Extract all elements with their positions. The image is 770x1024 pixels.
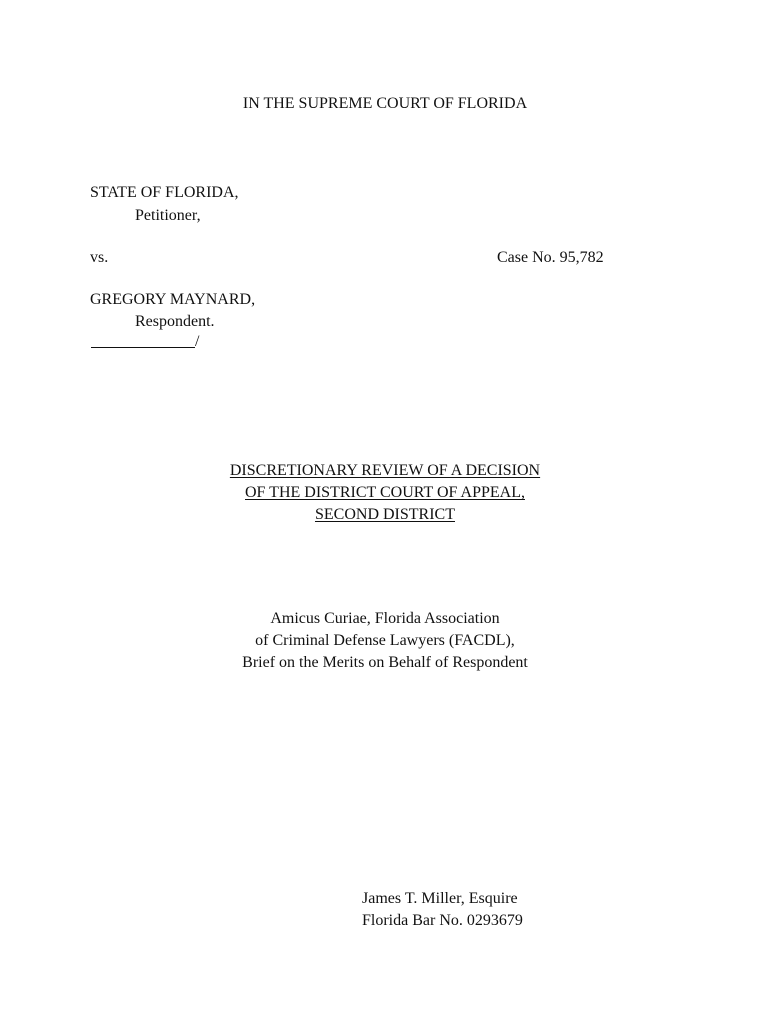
respondent-role: Respondent. xyxy=(135,313,215,330)
review-heading-line-2: OF THE DISTRICT COURT OF APPEAL, xyxy=(245,484,525,501)
versus-label: vs. xyxy=(90,249,109,266)
signature-rule xyxy=(91,331,195,348)
brief-description-line-1: Amicus Curiae, Florida Association xyxy=(270,610,500,627)
review-heading-line-3: SECOND DISTRICT xyxy=(314,506,455,523)
caption-slash: / xyxy=(195,333,200,350)
counsel-bar-number: Florida Bar No. 0293679 xyxy=(362,912,523,929)
counsel-name: James T. Miller, Esquire xyxy=(362,890,518,907)
brief-description-line-2: of Criminal Defense Lawyers (FACDL), xyxy=(255,632,515,649)
caption-closing-rule xyxy=(91,331,199,353)
petitioner-name: STATE OF FLORIDA, xyxy=(90,184,239,201)
review-heading-line-1: DISCRETIONARY REVIEW OF A DECISION xyxy=(229,462,541,479)
respondent-name: GREGORY MAYNARD, xyxy=(90,291,256,308)
petitioner-role: Petitioner, xyxy=(135,207,201,224)
court-title: IN THE SUPREME COURT OF FLORIDA xyxy=(242,95,528,112)
case-number: Case No. 95,782 xyxy=(497,249,604,266)
brief-description-line-3: Brief on the Merits on Behalf of Respondent xyxy=(242,654,528,671)
